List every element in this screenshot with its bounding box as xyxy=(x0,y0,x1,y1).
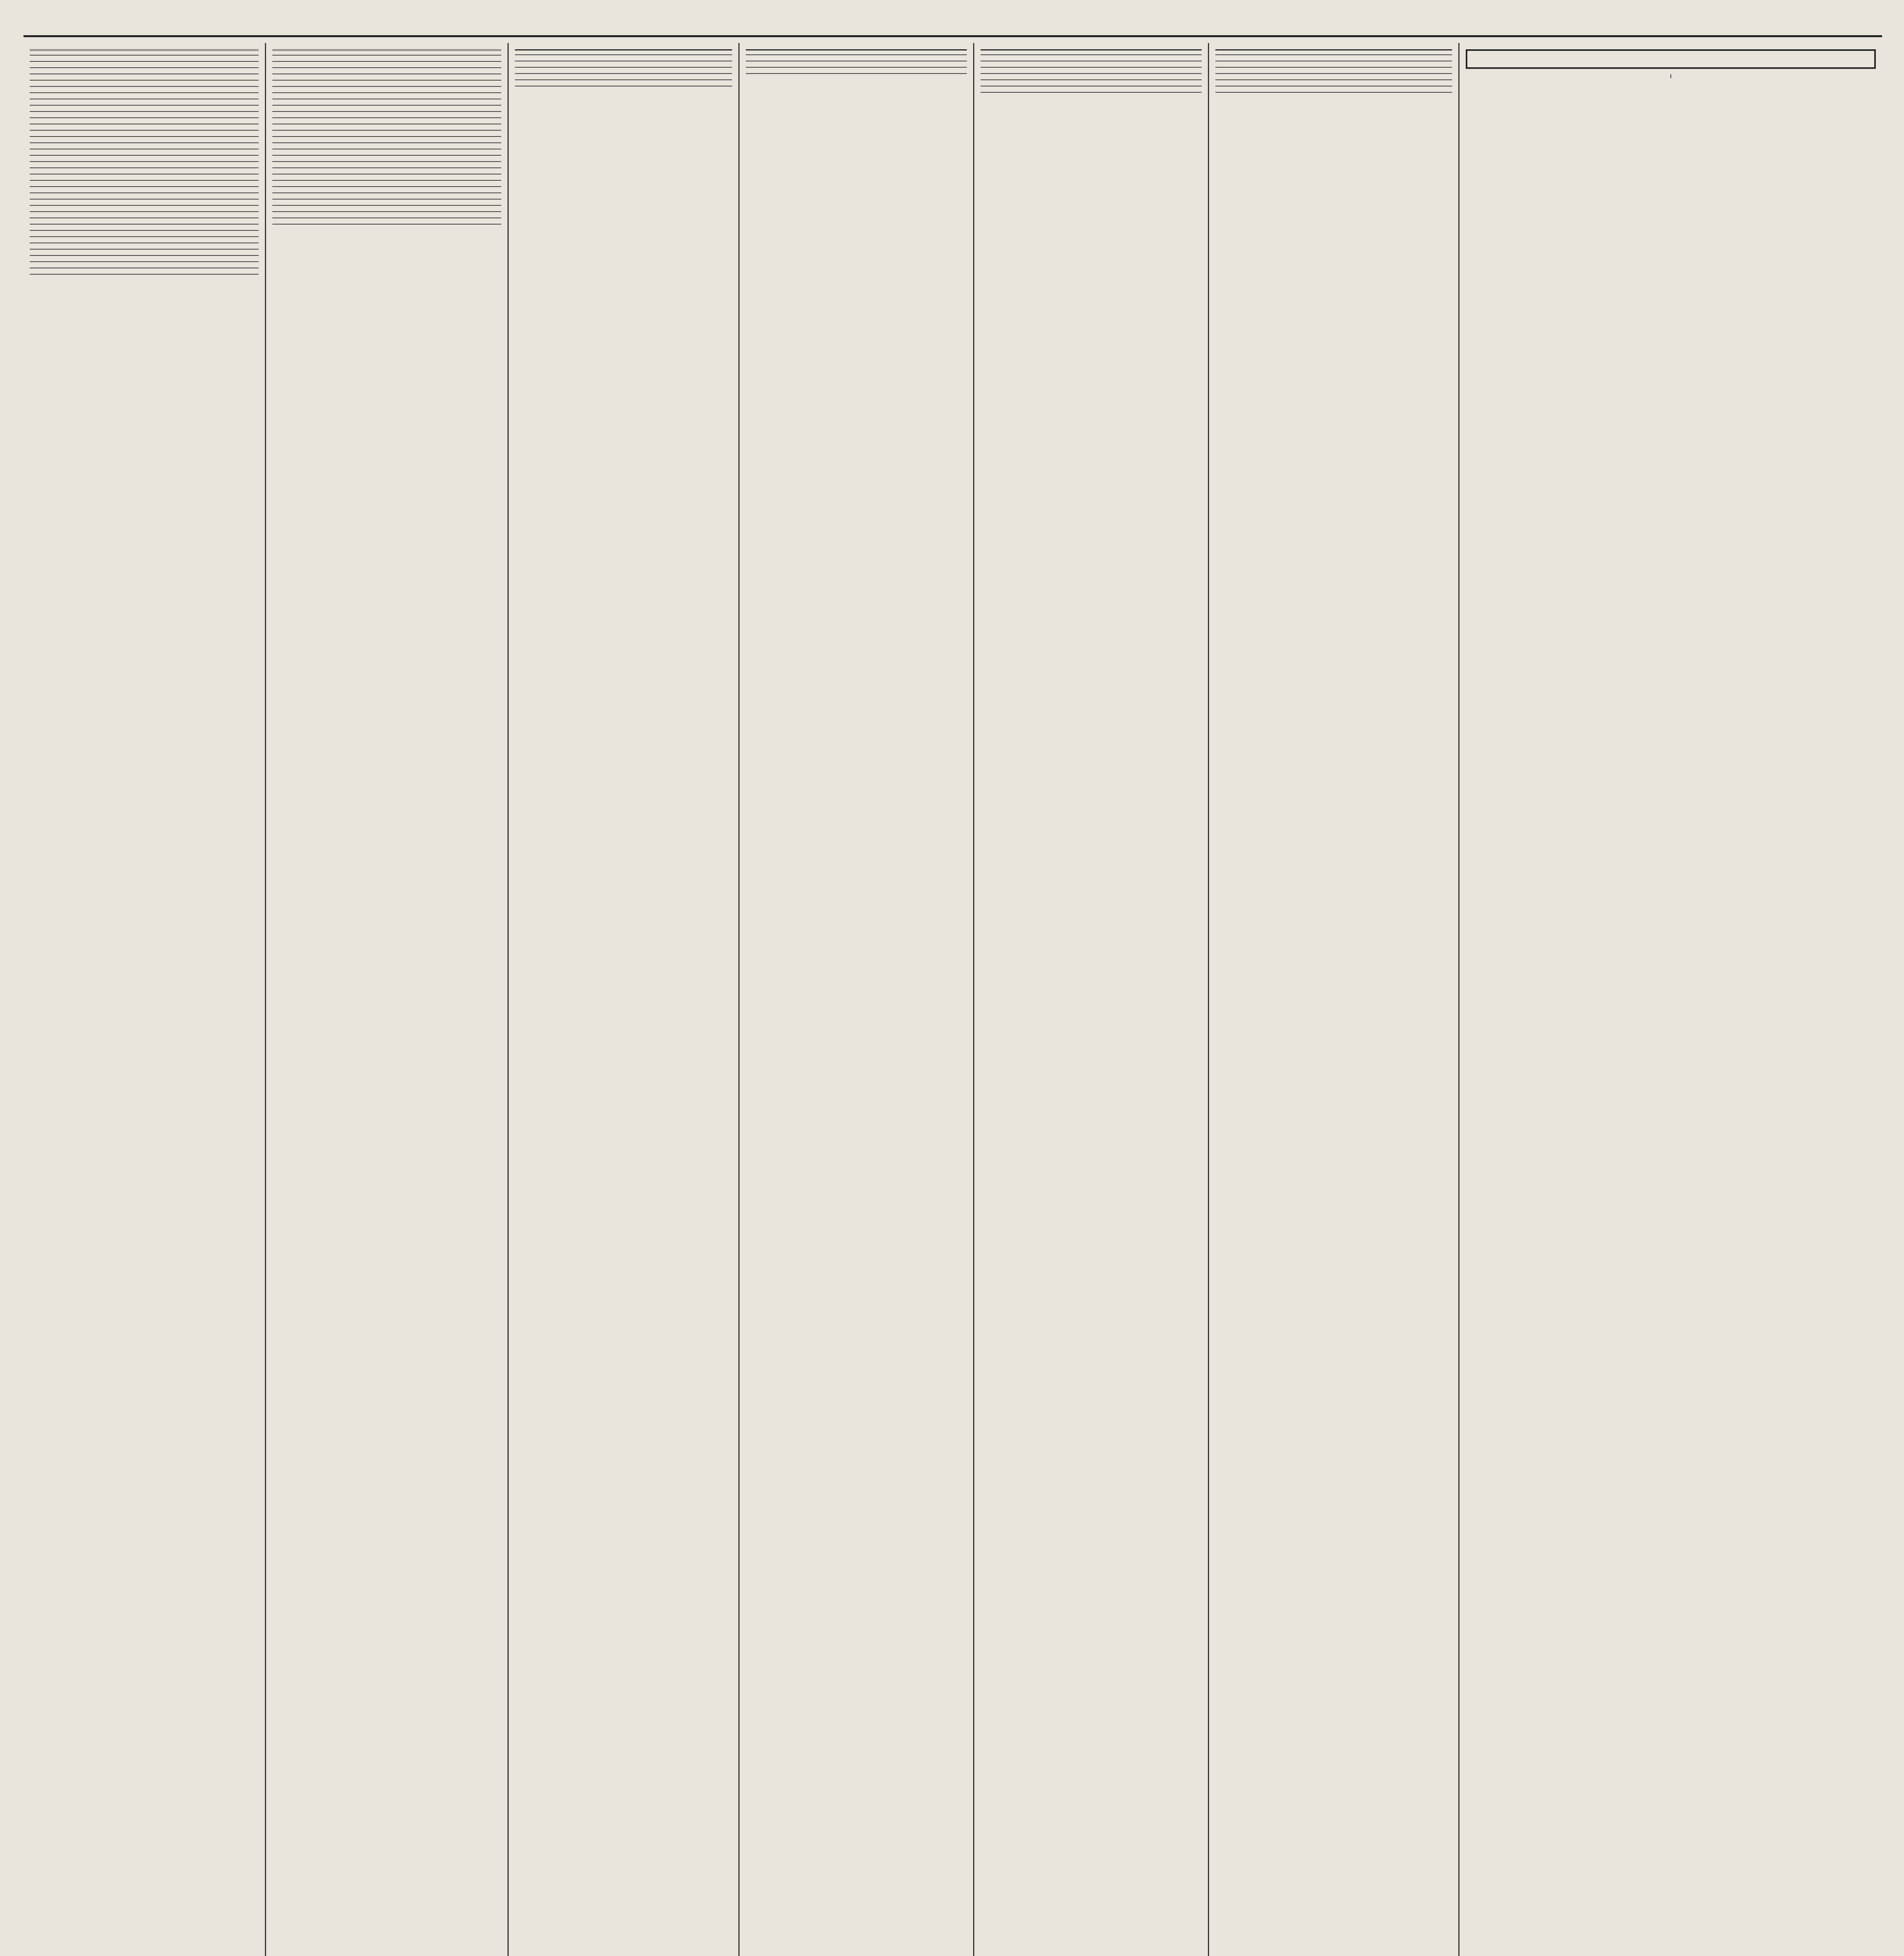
section-divider xyxy=(981,79,1202,80)
section-chemists xyxy=(30,105,259,106)
section-grocers-and-provision-merchants xyxy=(30,155,259,156)
section-wire-workers xyxy=(272,117,501,118)
section-divider xyxy=(272,80,501,81)
section-divider xyxy=(515,79,732,80)
section-lamps-and-estate-agents xyxy=(30,180,259,181)
section-divider xyxy=(272,61,501,62)
section-divider xyxy=(30,167,259,168)
section-wellington-city-council xyxy=(1215,73,1452,74)
section-divider xyxy=(272,211,501,212)
section-johnsonville xyxy=(272,136,501,137)
section-shop-fitters xyxy=(272,61,501,62)
column-title xyxy=(30,46,259,51)
column-situations-wanted xyxy=(974,43,1209,1956)
section-electricians xyxy=(30,136,259,137)
section-divider xyxy=(515,67,732,68)
section-divider xyxy=(981,73,1202,74)
section-divider xyxy=(272,67,501,68)
section-houses-and-land-for-sale xyxy=(981,73,1202,74)
section-to-contractors xyxy=(1215,54,1452,55)
section-divider xyxy=(272,86,501,87)
section-section xyxy=(272,224,501,225)
section-divider xyxy=(272,130,501,131)
section-coachbuilder xyxy=(30,117,259,118)
section-divider xyxy=(1215,73,1452,74)
section-leadhead-nail-manufacturer xyxy=(30,192,259,193)
section-turkish-baths xyxy=(272,92,501,93)
section-divider xyxy=(981,92,1202,93)
section-to-builders xyxy=(1215,67,1452,68)
section-divider xyxy=(30,224,259,225)
section-wanted xyxy=(981,79,1202,80)
section-divider xyxy=(272,180,501,181)
section-private-hotel xyxy=(30,255,259,256)
section-wanted-to-buy xyxy=(746,73,967,74)
section-divider xyxy=(30,261,259,262)
section-divider xyxy=(272,136,501,137)
section-divider xyxy=(30,105,259,106)
section-patent-and-trade-mark-experts xyxy=(30,230,259,231)
section-tenders xyxy=(981,92,1202,93)
section-divider xyxy=(1215,79,1452,80)
section-divider xyxy=(30,117,259,118)
column-business-notices xyxy=(1459,43,1882,1956)
section-divider xyxy=(30,130,259,131)
section-divider xyxy=(30,55,259,56)
section-divider xyxy=(30,61,259,62)
column-title xyxy=(272,46,501,51)
section-oyster-and-fish-saloons xyxy=(30,224,259,225)
section-artificial-limb-makers xyxy=(30,61,259,62)
section-spouting-and-ridging-manufacturer xyxy=(272,55,501,56)
section-divider xyxy=(272,192,501,193)
section-divider xyxy=(746,54,967,55)
section-mercers-and-tailors xyxy=(30,205,259,206)
section-photographic-supplies xyxy=(30,236,259,237)
section-divider xyxy=(272,92,501,93)
section-wellington-hospital-and-charitable-aid-board xyxy=(1215,79,1452,80)
section-divider xyxy=(515,54,732,55)
section-divider xyxy=(272,117,501,118)
section-masseur-and-medical-electrician xyxy=(30,199,259,200)
section-steel-wire-rope xyxy=(272,67,501,68)
ad-hotel-name xyxy=(1473,48,1868,76)
section-divider xyxy=(746,67,967,68)
royal-hotel-advertisement xyxy=(1466,49,1876,69)
section-dannevirke xyxy=(272,142,501,143)
section-section xyxy=(746,54,967,55)
section-pahiatua xyxy=(272,186,501,187)
business-notices-right xyxy=(1670,74,1876,78)
section-divider xyxy=(30,92,259,93)
section-divider xyxy=(272,55,501,56)
section-divider xyxy=(272,161,501,162)
section-rotorua xyxy=(272,205,501,206)
section-paekakariki xyxy=(272,180,501,181)
section-painters-and-decorators xyxy=(272,130,501,131)
section-business-agent-auditor-and-accountant xyxy=(30,67,259,68)
section-divider xyxy=(272,111,501,112)
section-divider xyxy=(981,67,1202,68)
section-surveyors-and-civil-engineers xyxy=(272,80,501,81)
section-undertakers-and-embalmers xyxy=(272,105,501,106)
section-divider xyxy=(30,274,259,275)
section-divider xyxy=(515,73,732,74)
section-divider xyxy=(30,255,259,256)
section-divider xyxy=(30,155,259,156)
section-public-notices xyxy=(515,67,732,68)
section-wanted-to-sell xyxy=(746,67,967,68)
section-divider xyxy=(30,205,259,206)
section-divider xyxy=(30,186,259,187)
section-divider xyxy=(272,205,501,206)
column-tenders xyxy=(1209,43,1459,1956)
section-wanganui xyxy=(272,211,501,212)
section-board-and-residence xyxy=(981,67,1202,68)
section-divider xyxy=(30,199,259,200)
section-accommodation xyxy=(30,55,259,56)
section-divider xyxy=(272,155,501,156)
section-hotels xyxy=(30,161,259,162)
section-divider xyxy=(30,236,259,237)
section-builders-and-contractors xyxy=(30,86,259,87)
column-meetings xyxy=(509,43,740,1956)
section-divider xyxy=(1215,67,1452,68)
section-divider xyxy=(30,230,259,231)
column-title xyxy=(1215,46,1452,50)
section-divider xyxy=(272,186,501,187)
section-divider xyxy=(1215,92,1452,93)
column-title xyxy=(515,46,732,50)
section-dyers-and-cleaners xyxy=(30,130,259,131)
section-left-off-clothing-boots-etc xyxy=(30,186,259,187)
section-butchers xyxy=(30,92,259,93)
section-venetian-and-holland-blinds xyxy=(272,111,501,112)
section-divider xyxy=(746,73,967,74)
section-special-notices xyxy=(515,73,732,74)
section-divider xyxy=(30,180,259,181)
business-notices-left xyxy=(1466,74,1670,78)
section-sail-and-tent-maker xyxy=(30,261,259,262)
section-divider xyxy=(272,224,501,225)
business-notices-subcolumns xyxy=(1466,74,1876,78)
section-section xyxy=(515,54,732,55)
section-divider xyxy=(30,142,259,143)
section-divider xyxy=(30,161,259,162)
column-professional-engagements xyxy=(740,43,974,1956)
section-divider xyxy=(981,54,1202,55)
section-section xyxy=(30,274,259,275)
section-divider xyxy=(30,67,259,68)
section-eltham xyxy=(272,161,501,162)
section-masterton xyxy=(272,155,501,156)
page-header xyxy=(23,8,1882,37)
section-divider xyxy=(30,249,259,250)
section-florists xyxy=(30,142,259,143)
section-divider xyxy=(272,105,501,106)
section-divider xyxy=(30,211,259,212)
section-divider xyxy=(30,86,259,87)
section-new-plymouth xyxy=(272,167,501,168)
section-divider xyxy=(272,167,501,168)
column-dominion-directory-2 xyxy=(266,43,509,1956)
column-dominion-directory-1 xyxy=(23,43,266,1956)
section-knitting-machines xyxy=(30,167,259,168)
section-palmerston-north xyxy=(272,192,501,193)
section-divider xyxy=(30,192,259,193)
section-rangataua xyxy=(272,199,501,200)
section-divider xyxy=(272,199,501,200)
section-tinware-manufacturers xyxy=(272,86,501,87)
section-coal-produce-waste-products xyxy=(30,111,259,112)
section-divider xyxy=(30,80,259,81)
column-title xyxy=(981,46,1202,50)
section-divider xyxy=(30,111,259,112)
section-boot-shops xyxy=(30,80,259,81)
section-divider xyxy=(30,136,259,137)
section-section xyxy=(1215,92,1452,93)
section-divider xyxy=(1215,54,1452,55)
section-divider xyxy=(272,142,501,143)
section-section xyxy=(981,54,1202,55)
column-title xyxy=(746,46,967,50)
section-wanted-to-exchange xyxy=(515,79,732,80)
section-motor-cars xyxy=(30,211,259,212)
section-photographers xyxy=(30,249,259,250)
